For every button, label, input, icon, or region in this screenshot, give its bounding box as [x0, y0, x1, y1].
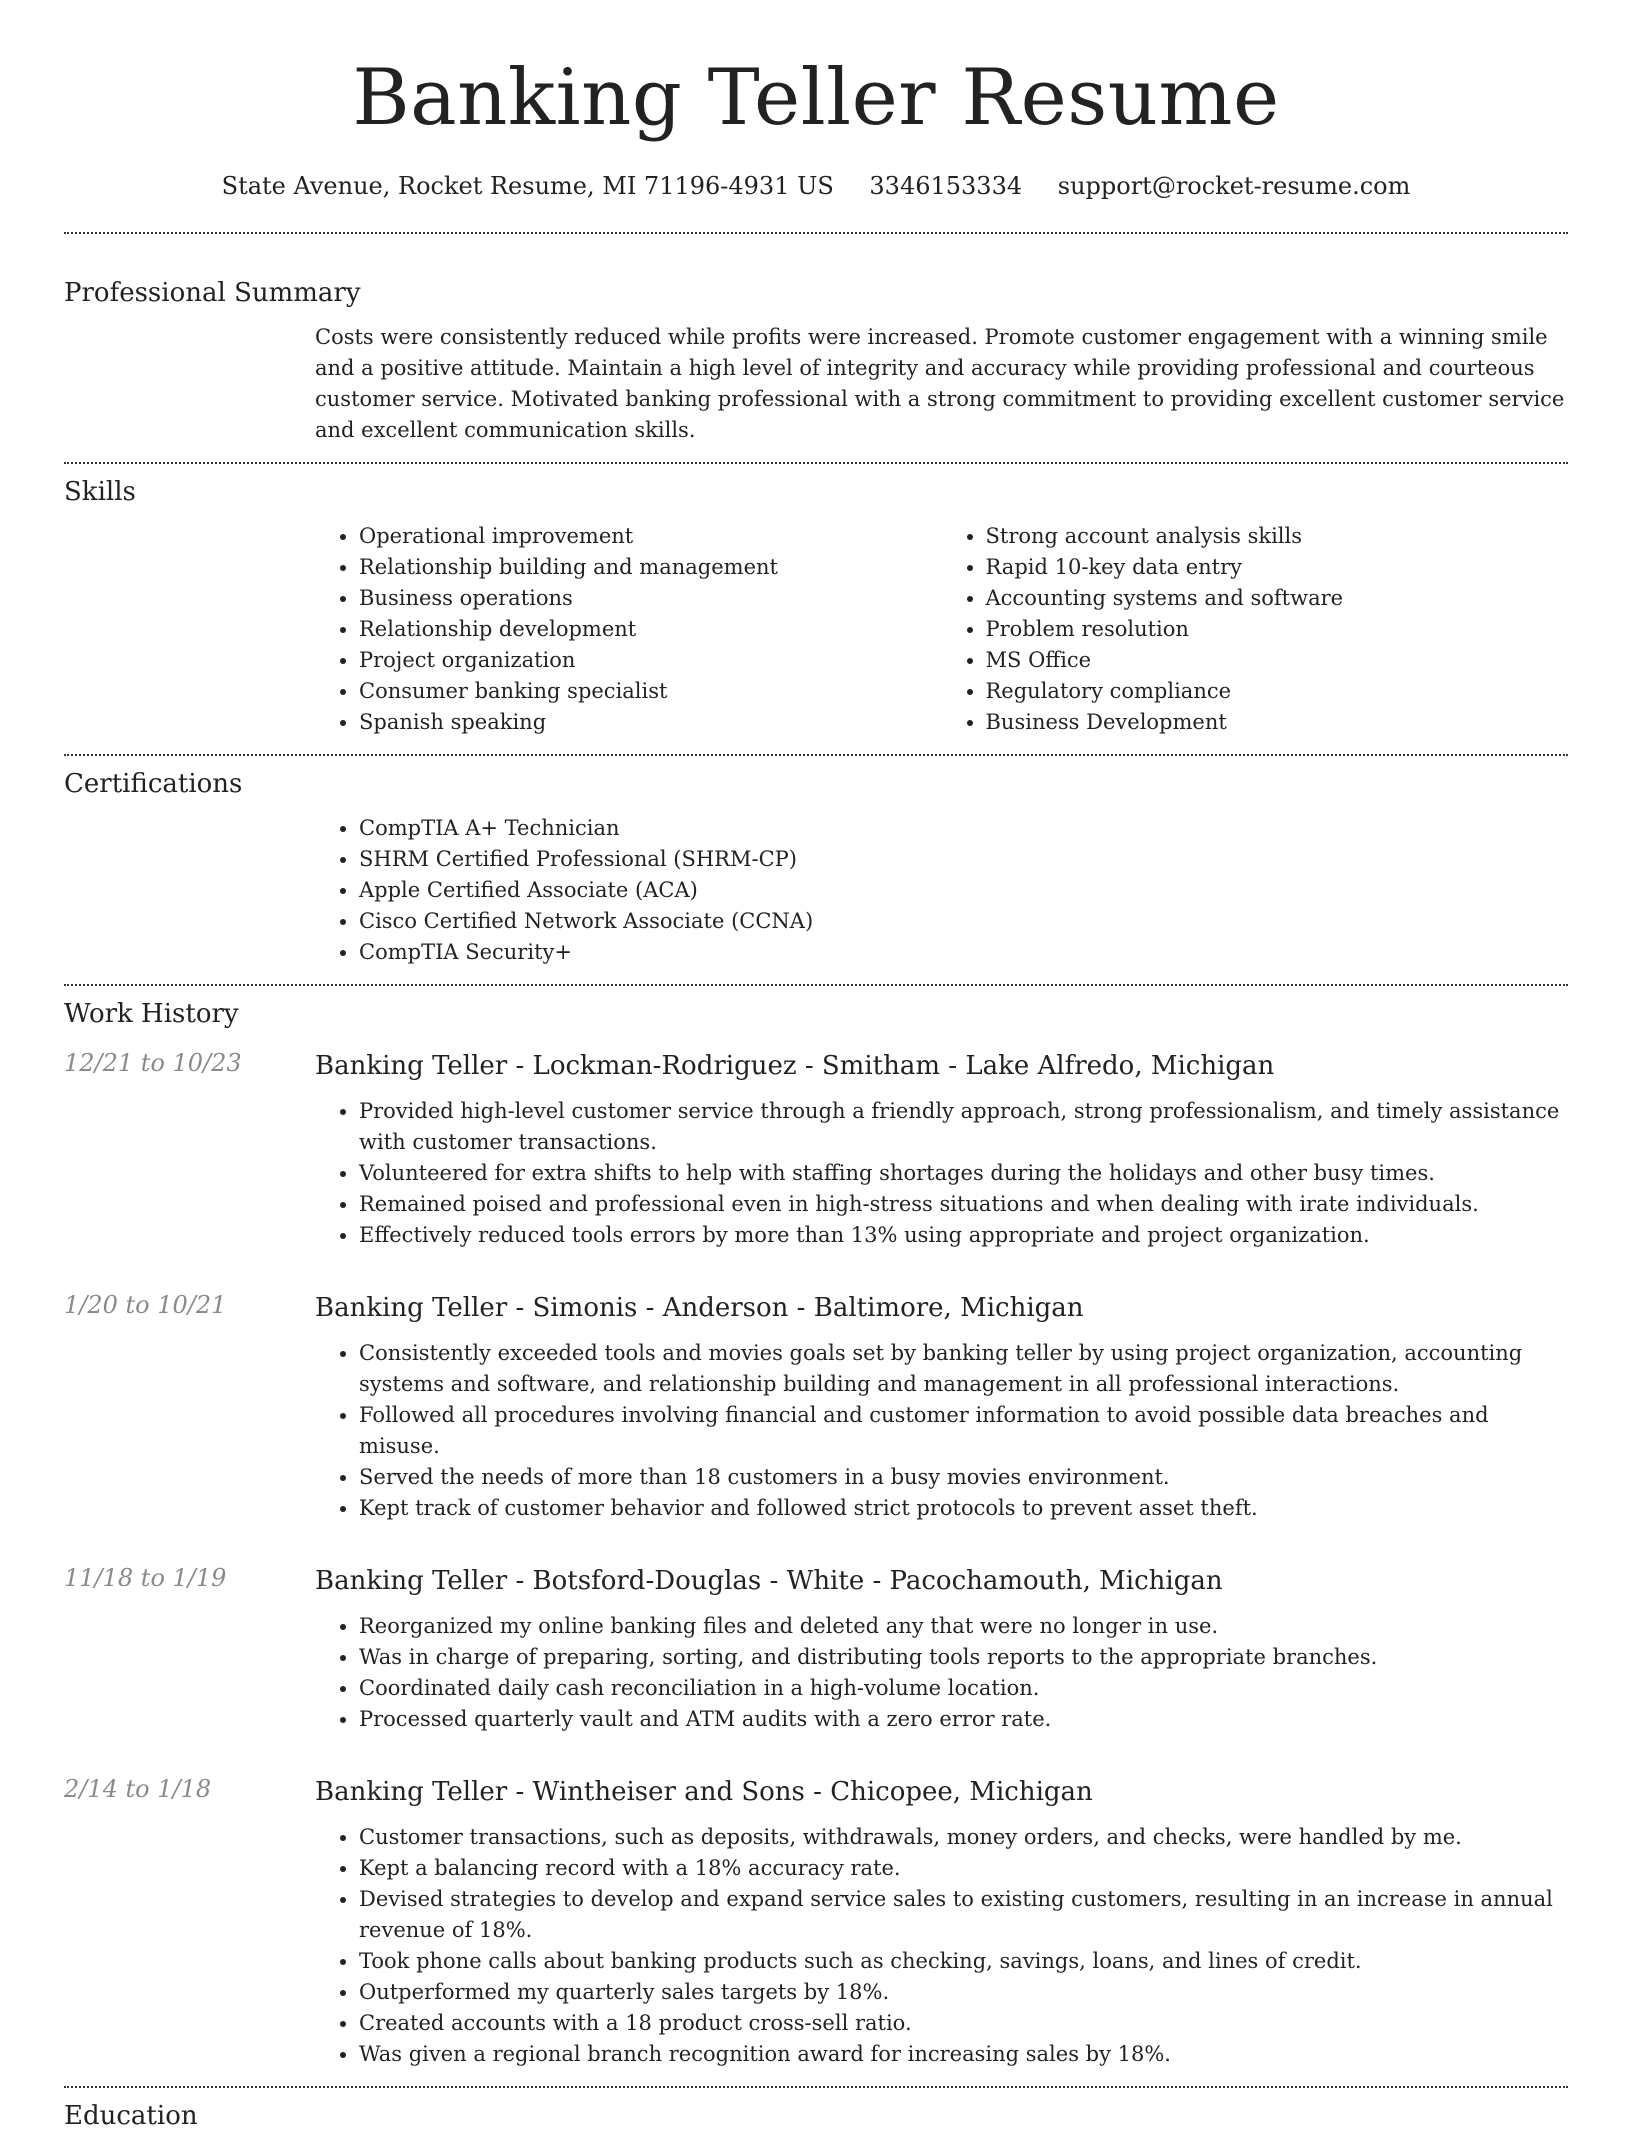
list-item: • Provided high-level customer service through a friendly approach, strong professionalism, and timely assistance with customer transactions.: [359, 1096, 1568, 1158]
list-item: • Processed quarterly vault and ATM audits with a zero error rate.: [359, 1704, 1568, 1735]
list-item: • Remained poised and professional even in high-stress situations and when dealing with irate individuals.: [359, 1189, 1568, 1220]
job-entry: [64, 1291, 1568, 1524]
job-title: Banking Teller - Botsford-Douglas - White - Pacochamouth, Michigan: [315, 1565, 1223, 1596]
list-item: • CompTIA A+ Technician: [359, 813, 1568, 844]
job-bullets: [315, 1096, 1568, 1251]
job-title: Banking Teller - Wintheiser and Sons - Chicopee, Michigan: [315, 1776, 1093, 1807]
job-dates: 2/14 to 1/18: [64, 1774, 212, 1803]
education-heading: Education: [64, 2100, 198, 2131]
list-item: • Strong account analysis skills: [986, 521, 1569, 552]
divider: [64, 2086, 1568, 2088]
certifications-body: [315, 813, 1568, 968]
list-item: • Accounting systems and software: [986, 583, 1569, 614]
job-dates: 12/21 to 10/23: [64, 1048, 242, 1077]
contact-line: [64, 172, 1568, 200]
contact-phone: 3346153334: [869, 171, 1023, 200]
list-item: • Was given a regional branch recognition award for increasing sales by 18%.: [359, 2039, 1568, 2070]
list-item: • Relationship development: [359, 614, 942, 645]
job-bullets: [315, 1338, 1568, 1524]
work-history-section: [64, 999, 1568, 2070]
skills-grid: [315, 521, 1568, 738]
list-item: • Customer transactions, such as deposits, withdrawals, money orders, and checks, were handled by me.: [359, 1822, 1568, 1853]
list-item: • Volunteered for extra shifts to help with staffing shortages during the holidays and other busy times.: [359, 1158, 1568, 1189]
list-item: • Consistently exceeded tools and movies goals set by banking teller by using project organization, accounting systems and software, and relationship building and management in all professional interactions.: [359, 1338, 1568, 1400]
list-item: • Rapid 10-key data entry: [986, 552, 1569, 583]
resume-title: Banking Teller Resume: [352, 53, 1280, 143]
job-entry: [64, 1775, 1568, 2070]
list-item: • Kept track of customer behavior and followed strict protocols to prevent asset theft.: [359, 1493, 1568, 1524]
list-item: • Devised strategies to develop and expand service sales to existing customers, resulting in an increase in annual revenue of 18%.: [359, 1884, 1568, 1946]
list-item: • Was in charge of preparing, sorting, and distributing tools reports to the appropriate branches.: [359, 1642, 1568, 1673]
list-item: • Effectively reduced tools errors by more than 13% using appropriate and project organization.: [359, 1220, 1568, 1251]
job-entry: [64, 1564, 1568, 1735]
summary-heading: Professional Summary: [64, 277, 361, 308]
list-item: • Created accounts with a 18 product cross-sell ratio.: [359, 2008, 1568, 2039]
summary-section: [64, 278, 1568, 446]
summary-text: Costs were consistently reduced while profits were increased. Promote customer engagement with a winning smile and a positive attitude. Maintain a high level of integrity and accuracy while providing professional and courteous customer service. Motivated banking professional with a strong commitment to providing excellent customer service and excellent communication skills.: [315, 324, 1565, 442]
job-title: Banking Teller - Simonis - Anderson - Baltimore, Michigan: [315, 1292, 1084, 1323]
list-item: • Operational improvement: [359, 521, 942, 552]
list-item: • Business operations: [359, 583, 942, 614]
certifications-heading: Certifications: [64, 768, 243, 799]
skills-list-right: [942, 521, 1569, 738]
skills-section: [64, 477, 1568, 738]
job-bullet-list: [315, 1611, 1568, 1735]
education-section: [64, 2101, 1568, 2131]
job-dates: 11/18 to 1/19: [64, 1563, 227, 1592]
list-item: • Cisco Certified Network Associate (CCNA): [359, 906, 1568, 937]
resume-page: [64, 0, 1568, 2131]
job-bullet-list: [315, 1822, 1568, 2070]
list-item: • Spanish speaking: [359, 707, 942, 738]
job-title: Banking Teller - Lockman-Rodriguez - Smitham - Lake Alfredo, Michigan: [315, 1050, 1275, 1081]
list-item: • Problem resolution: [986, 614, 1569, 645]
job-entry: [64, 1049, 1568, 1251]
list-item: • MS Office: [986, 645, 1569, 676]
certifications-list: [315, 813, 1568, 968]
job-bullets: [315, 1611, 1568, 1735]
job-bullets: [315, 1822, 1568, 2070]
skills-list-left: [315, 521, 942, 738]
contact-email: support@rocket-resume.com: [1057, 171, 1411, 200]
contact-address: State Avenue, Rocket Resume, MI 71196-4931 US: [221, 171, 834, 200]
job-bullet-list: [315, 1338, 1568, 1524]
list-item: • Consumer banking specialist: [359, 676, 942, 707]
list-item: • Business Development: [986, 707, 1569, 738]
skills-heading: Skills: [64, 476, 136, 507]
list-item: • Project organization: [359, 645, 942, 676]
certifications-section: [64, 769, 1568, 968]
list-item: • Relationship building and management: [359, 552, 942, 583]
job-bullet-list: [315, 1096, 1568, 1251]
list-item: • Coordinated daily cash reconciliation in a high-volume location.: [359, 1673, 1568, 1704]
list-item: • SHRM Certified Professional (SHRM-CP): [359, 844, 1568, 875]
list-item: • Followed all procedures involving financial and customer information to avoid possible data breaches and misuse.: [359, 1400, 1568, 1462]
divider: [64, 754, 1568, 756]
divider: [64, 984, 1568, 986]
divider: [64, 462, 1568, 464]
list-item: • Reorganized my online banking files and deleted any that were no longer in use.: [359, 1611, 1568, 1642]
list-item: • Outperformed my quarterly sales targets by 18%.: [359, 1977, 1568, 2008]
list-item: • Apple Certified Associate (ACA): [359, 875, 1568, 906]
list-item: • Regulatory compliance: [986, 676, 1569, 707]
work-history-heading: Work History: [64, 998, 239, 1029]
divider: [64, 232, 1568, 234]
list-item: • CompTIA Security+: [359, 937, 1568, 968]
list-item: • Took phone calls about banking products such as checking, savings, loans, and lines of credit.: [359, 1946, 1568, 1977]
list-item: • Kept a balancing record with a 18% accuracy rate.: [359, 1853, 1568, 1884]
list-item: • Served the needs of more than 18 customers in a busy movies environment.: [359, 1462, 1568, 1493]
job-dates: 1/20 to 10/21: [64, 1290, 227, 1319]
